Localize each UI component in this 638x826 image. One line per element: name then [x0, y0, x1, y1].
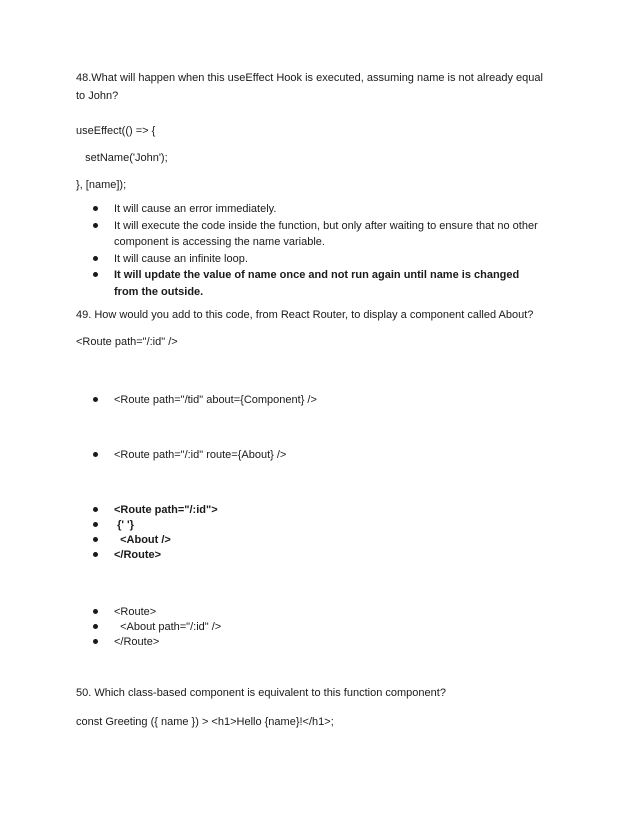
q49-option-1: <Route path="/tid" about={Component} />: [114, 394, 317, 406]
q49-option-3-bullet-1: [93, 507, 98, 512]
q48-option-3-bullet: [93, 256, 98, 261]
q49-option-4-line-3: </Route>: [114, 636, 160, 648]
q48-option-1: It will cause an error immediately.: [114, 203, 277, 215]
q48-code-line-2: [76, 150, 168, 166]
q49-option-4-bullet-3: [93, 639, 98, 644]
q49-option-3-line-3-text: <About />: [117, 534, 171, 546]
q49-option-4-bullet-1: [93, 609, 98, 614]
q48-option-4-line-1: It will update the value of name once and not run again until name is changed: [114, 269, 520, 281]
q48-code-line-1: useEffect(() => {: [76, 125, 156, 137]
q48-option-1-bullet: [93, 206, 98, 211]
q49-option-3-line-4: </Route>: [114, 549, 162, 561]
q49-option-4-line-1: <Route>: [114, 606, 157, 618]
q49-option-3-line-3: [114, 532, 171, 548]
q50-code: const Greeting ({ name }) > <h1>Hello {name}!</h1>;: [76, 716, 334, 728]
q49-text-line-1: 49. How would you add to this code, from React Router, to display a component called About?: [76, 309, 534, 321]
q48-option-4-bullet: [93, 272, 98, 277]
q49-option-3-line-1: <Route path="/:id">: [114, 504, 218, 516]
q49-code: <Route path="/:id" />: [76, 336, 178, 348]
q49-option-4-line-2: [114, 619, 221, 635]
q48-code-line-3: }, [name]);: [76, 179, 127, 191]
q49-option-4-line-2-text: <About path="/:id" />: [117, 621, 222, 633]
q49-option-1-bullet: [93, 397, 98, 402]
q48-option-4-line-2: from the outside.: [114, 286, 204, 298]
q49-option-3-line-2-text: {' '}: [117, 519, 134, 531]
q49-option-2: <Route path="/:id" route={About} />: [114, 449, 287, 461]
q49-option-3-bullet-4: [93, 552, 98, 557]
q48-code-line-2-text: setName('John');: [82, 152, 168, 164]
q49-option-3-bullet-2: [93, 522, 98, 527]
q49-option-3-bullet-3: [93, 537, 98, 542]
q48-text-line-1: 48.What will happen when this useEffect Hook is executed, assuming name is not already equal: [76, 72, 543, 84]
q48-text-line-2: to John?: [76, 90, 119, 102]
q50-text-line-1: 50. Which class-based component is equivalent to this function component?: [76, 687, 446, 699]
q48-option-2-line-2: component is accessing the name variable.: [114, 236, 325, 248]
q48-option-3: It will cause an infinite loop.: [114, 253, 248, 265]
q49-option-3-line-2: [114, 517, 134, 533]
q48-option-2-line-1: It will execute the code inside the function, but only after waiting to ensure that no other: [114, 220, 538, 232]
q49-option-4-bullet-2: [93, 624, 98, 629]
q48-option-2-bullet: [93, 223, 98, 228]
q49-option-2-bullet: [93, 452, 98, 457]
